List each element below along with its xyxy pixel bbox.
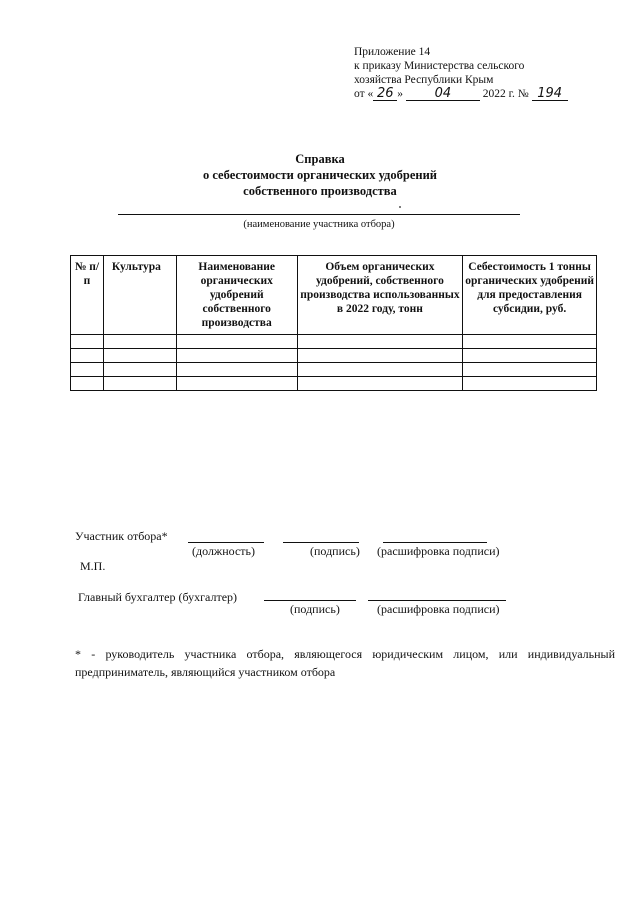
table-row	[71, 335, 597, 349]
signature-caption: (подпись)	[310, 544, 360, 558]
table-cell[interactable]	[297, 349, 463, 363]
signature-line[interactable]	[283, 542, 359, 543]
table-cell[interactable]	[176, 377, 297, 391]
appendix-block	[354, 45, 568, 101]
table-cell[interactable]	[103, 335, 176, 349]
date-day: 26	[373, 88, 397, 101]
appendix-line-3: хозяйства Республики Крым	[354, 74, 494, 86]
date-month: 04	[406, 88, 480, 101]
stamp-label: М.П.	[80, 559, 106, 573]
table-cell[interactable]	[71, 349, 104, 363]
header-volume: Объем органических удобрений, собственного производства использованных в 2022 году, тонн	[297, 256, 463, 335]
accountant-decoding-caption: (расшифровка подписи)	[377, 602, 500, 616]
table-cell[interactable]	[176, 349, 297, 363]
appendix-line-1: Приложение 14	[354, 46, 431, 58]
header-fertilizer-name: Наименование органических удобрений собственного производства	[176, 256, 297, 335]
participant-caption: (наименование участника отбора)	[243, 219, 395, 230]
table-cell[interactable]	[297, 377, 463, 391]
accountant-signature-line[interactable]	[264, 600, 356, 601]
table-row	[71, 363, 597, 377]
document-title	[0, 151, 640, 199]
accountant-signature-caption: (подпись)	[290, 602, 340, 616]
title-line-1: Справка	[295, 152, 345, 166]
header-cost: Себестоимость 1 тонны органических удобрений для предоставления субсидии, руб.	[463, 256, 597, 335]
position-line[interactable]	[188, 542, 264, 543]
accountant-label: Главный бухгалтер (бухгалтер)	[78, 590, 238, 604]
table-header-row	[71, 256, 597, 335]
header-crop: Культура	[103, 256, 176, 335]
position-caption: (должность)	[192, 544, 255, 558]
table-cell[interactable]	[463, 377, 597, 391]
title-line-2: о себестоимости органических удобрений	[202, 168, 437, 182]
date-day-close: »	[397, 88, 403, 100]
table-cell[interactable]	[176, 363, 297, 377]
accountant-decoding-line[interactable]	[368, 600, 506, 601]
order-number: 194	[532, 88, 568, 101]
table-cell[interactable]	[463, 349, 597, 363]
table-cell[interactable]	[103, 377, 176, 391]
table-row	[71, 377, 597, 391]
table-row	[71, 349, 597, 363]
table-cell[interactable]	[71, 335, 104, 349]
table-cell[interactable]	[103, 363, 176, 377]
participant-name-line	[118, 214, 520, 215]
appendix-date-line	[354, 87, 568, 101]
table-cell[interactable]	[297, 363, 463, 377]
appendix-line-2: к приказу Министерства сельского	[354, 60, 525, 72]
table-cell[interactable]	[297, 335, 463, 349]
date-year: 2022 г. №	[482, 88, 529, 100]
decoding-line[interactable]	[383, 542, 487, 543]
stray-dot	[399, 206, 401, 208]
cost-table	[70, 255, 597, 391]
date-prefix: от «	[354, 88, 374, 100]
table-cell[interactable]	[463, 335, 597, 349]
table-cell[interactable]	[103, 349, 176, 363]
footnote: * - руководитель участника отбора, являющегося юридическим лицом, или индивидуальный предприниматель, являющийся участником отбора	[75, 647, 615, 679]
title-line-3: собственного производства	[243, 184, 397, 198]
table-cell[interactable]	[71, 377, 104, 391]
table-cell[interactable]	[176, 335, 297, 349]
table-cell[interactable]	[463, 363, 597, 377]
table-cell[interactable]	[71, 363, 104, 377]
participant-label: Участник отбора*	[75, 529, 168, 543]
decoding-caption: (расшифровка подписи)	[377, 544, 500, 558]
header-number: № п/п	[71, 256, 104, 335]
